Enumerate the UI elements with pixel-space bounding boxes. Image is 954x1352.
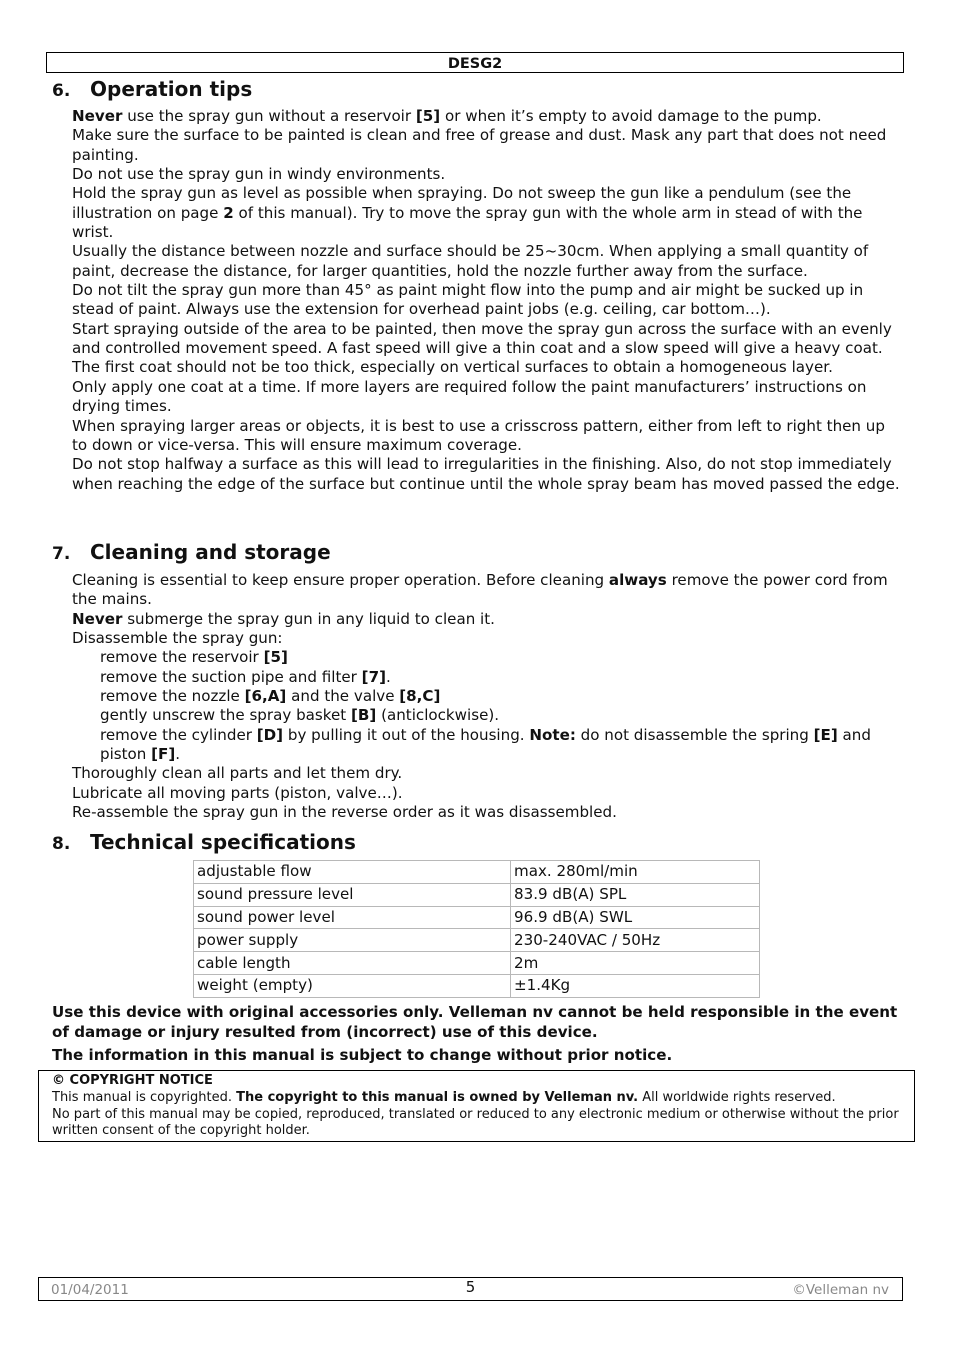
text: use the spray gun without a reservoir (122, 107, 416, 125)
text: remove the cylinder (100, 725, 257, 744)
bold-text: [B] (350, 706, 377, 725)
bold-text: Never (72, 107, 123, 125)
spec-label: sound pressure level (194, 883, 511, 906)
copyright-text: No part of this manual may be copied, reproduced, translated or reduced to any electronic medium or otherwise without the prior written consent of the copyright holder. (52, 1106, 899, 1139)
text: (anticlockwise). (376, 706, 500, 725)
bold-text: 2 (223, 203, 234, 222)
copyright-text (52, 1090, 901, 1107)
paragraph: Do not tilt the spray gun more than 45° as paint might flow into the pump and air might be sucked up in stead of paint. Always use the extension for overhead paint jobs (e.g. ceiling, car bottom…). (72, 281, 864, 319)
paragraph: Do not use the spray gun in windy environments. (72, 165, 446, 184)
text: remove the power cord from the mains. (72, 571, 888, 609)
bold-text: [8,C] (399, 687, 441, 706)
change-notice: The information in this manual is subject to change without prior notice. (52, 1046, 673, 1064)
bold-text: © COPYRIGHT NOTICE (52, 1073, 213, 1088)
paragraph: Do not stop halfway a surface as this will lead to irregularities in the finishing. Also, do not stop immediately when reaching the edge of the surface but continue until the whole spray beam has moved passed the edge. (72, 455, 900, 493)
table-row (194, 861, 760, 884)
text: Hold the spray gun as level as possible when spraying. Do not sweep the gun like a pendulum (see the illustration on page (72, 184, 852, 222)
text: . (175, 745, 181, 764)
paragraph: The first coat should not be too thick, especially on vertical surfaces to obtain a homogeneous layer. (72, 358, 833, 377)
text: or when it’s empty to avoid damage to the pump. (440, 107, 822, 125)
text: All worldwide rights reserved. (638, 1089, 836, 1105)
section-number: 8. (52, 834, 71, 854)
page-footer (38, 1277, 903, 1301)
text: and the valve (286, 687, 400, 706)
text: do not disassemble the spring (575, 725, 814, 744)
paragraph: Make sure the surface to be painted is clean and free of grease and dust. Mask any part that does not need painting. (72, 126, 887, 164)
footer-brand: ©Velleman nv (792, 1282, 889, 1298)
text: . (385, 667, 391, 686)
step-item (72, 648, 902, 667)
text: remove the reservoir (100, 648, 264, 667)
accessories-notice: Use this device with original accessories only. Velleman nv cannot be held responsible in the event of damage or injury resulted from (incorrect) use of this device. (52, 1003, 898, 1041)
bold-text: Note: (529, 725, 576, 744)
model-code: DESG2 (447, 56, 503, 72)
cleaning-body (72, 571, 902, 822)
paragraph (72, 184, 902, 242)
paragraph: Thoroughly clean all parts and let them dry. (72, 764, 403, 783)
text: This manual is copyrighted. (52, 1089, 237, 1105)
spec-label: power supply (194, 929, 511, 952)
spec-value: 2m (511, 952, 760, 975)
bold-text: Never (72, 609, 123, 628)
step-item (72, 687, 902, 706)
spec-value: max. 280ml/min (511, 861, 760, 884)
section-heading-cleaning-storage (52, 540, 331, 566)
bold-text: [7] (361, 667, 386, 686)
paragraph: Usually the distance between nozzle and surface should be 25~30cm. When applying a small quantity of paint, decrease the distance, for larger quantities, hold the nozzle further away from the surface. (72, 242, 869, 280)
step-item (72, 726, 902, 765)
spec-label: cable length (194, 952, 511, 975)
step-item (72, 706, 902, 725)
section-number: 7. (52, 544, 71, 564)
text: and piston (100, 725, 871, 764)
copyright-notice (38, 1070, 915, 1142)
paragraph: When spraying larger areas or objects, it is best to use a crisscross pattern, either from left to right then up to down or vice-versa. This will ensure maximum coverage. (72, 416, 885, 454)
section-heading-operation-tips (52, 77, 252, 103)
bold-text: [5] (263, 648, 288, 667)
page-number: 5 (465, 1278, 476, 1296)
bold-text: [D] (256, 725, 284, 744)
bold-text: always (608, 571, 667, 589)
text: Cleaning is essential to keep ensure proper operation. Before cleaning (72, 571, 609, 589)
section-title: Cleaning and storage (90, 540, 331, 564)
paragraph (72, 610, 902, 629)
paragraph (72, 571, 902, 610)
text: remove the nozzle (100, 687, 245, 706)
bold-text: [5] (415, 107, 441, 125)
spec-value: ±1.4Kg (511, 974, 760, 997)
paragraph: Start spraying outside of the area to be painted, then move the spray gun across the surface with an evenly and controlled movement speed. A fast speed will give a thin coat and a slow speed will give a heavy coat. (72, 319, 892, 358)
paragraph: Only apply one coat at a time. If more layers are required follow the paint manufacturers’ instructions on drying times. (72, 377, 867, 416)
text: by pulling it out of the housing. (283, 725, 530, 744)
text: remove the suction pipe and filter (100, 667, 362, 686)
spec-value: 230-240VAC / 50Hz (511, 929, 760, 952)
section-title: Operation tips (90, 77, 253, 101)
paragraph: Re-assemble the spray gun in the reverse order as it was disassembled. (72, 803, 617, 822)
section-heading-technical-specs (52, 830, 356, 856)
section-number: 6. (52, 81, 71, 101)
operation-tips-body (72, 107, 902, 494)
table-row (194, 974, 760, 997)
spec-label: weight (empty) (194, 974, 511, 997)
spec-label: adjustable flow (194, 861, 511, 884)
table-row (194, 929, 760, 952)
copyright-title (52, 1073, 901, 1090)
text: submerge the spray gun in any liquid to clean it. (122, 609, 495, 628)
text: gently unscrew the spray basket (100, 706, 351, 725)
document-header (46, 52, 904, 73)
spec-value: 83.9 dB(A) SPL (511, 883, 760, 906)
table-row (194, 906, 760, 929)
paragraph: Disassemble the spray gun: (72, 629, 283, 648)
paragraph (72, 107, 902, 126)
bold-text: [E] (813, 725, 838, 744)
bold-text: [F] (151, 745, 176, 764)
table-row (194, 883, 760, 906)
text: of this manual). Try to move the spray gun with the whole arm in stead of with the wrist. (72, 203, 863, 242)
spec-label: sound power level (194, 906, 511, 929)
paragraph: Lubricate all moving parts (piston, valve…). (72, 783, 403, 802)
spec-table (193, 860, 760, 998)
spec-value: 96.9 dB(A) SWL (511, 906, 760, 929)
section-title: Technical specifications (90, 830, 356, 854)
step-item (72, 668, 902, 687)
bold-text: The copyright to this manual is owned by Velleman nv. (236, 1089, 639, 1105)
bold-text: [6,A] (244, 687, 287, 706)
table-row (194, 952, 760, 975)
footer-date: 01/04/2011 (51, 1282, 129, 1298)
